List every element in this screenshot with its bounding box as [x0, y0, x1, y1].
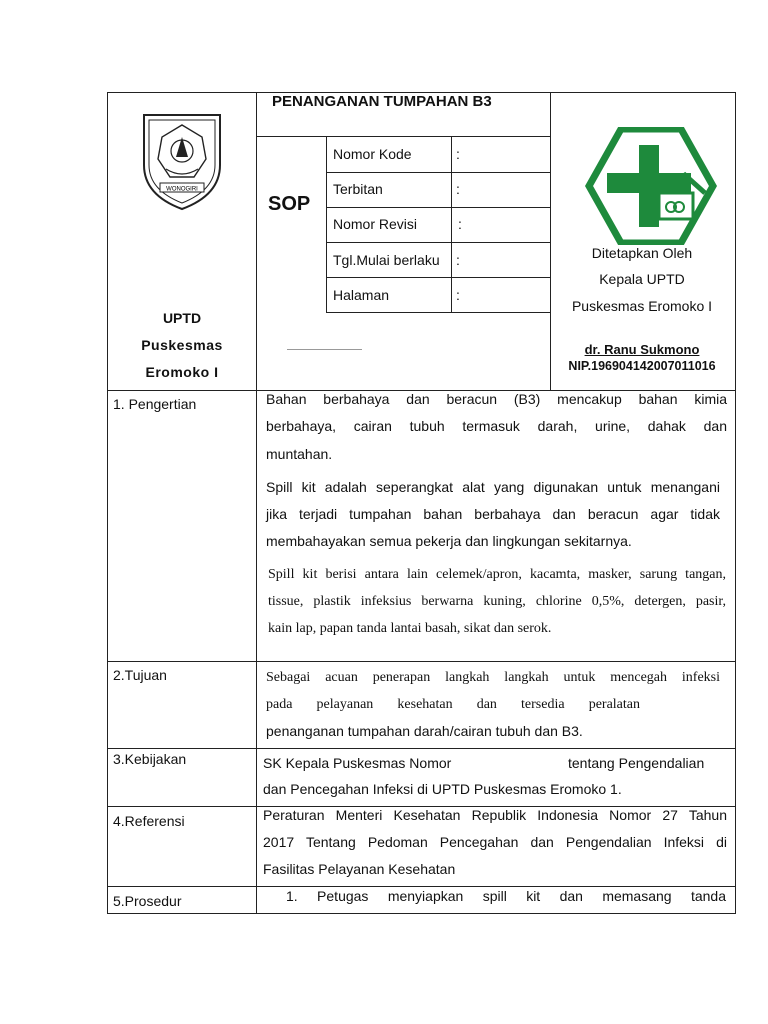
org-line-3: Eromoko I	[145, 364, 219, 380]
pengertian-p1-line-2: berbahaya, cairan tubuh termasuk darah, urine, dahak dan	[266, 418, 727, 434]
meta-value-nomor-revisi: :	[458, 216, 462, 232]
meta-value-tgl-mulai: :	[456, 252, 460, 268]
meta-label-halaman: Halaman	[333, 287, 390, 303]
pengertian-p2-line-3: membahayakan semua pekerja dan lingkungan sekitarnya.	[266, 533, 632, 549]
section-label-kebijakan: 3.Kebijakan	[113, 751, 187, 767]
pengertian-p3-line-3: kain lap, papan tanda lantai basah, sikat dan serok.	[268, 621, 552, 636]
prosedur-line-1: 1. Petugas menyiapkan spill kit dan memasang tanda	[286, 888, 726, 904]
section-label-prosedur: 5.Prosedur	[113, 893, 182, 909]
meta-value-nomor-kode: :	[456, 146, 460, 162]
pengertian-p1-line-3: muntahan.	[266, 446, 333, 462]
org-line-2: Puskesmas	[141, 337, 223, 353]
section-label-tujuan: 2.Tujuan	[113, 667, 167, 683]
pengertian-p2-line-1: Spill kit adalah seperangkat alat yang digunakan untuk menangani	[266, 479, 720, 495]
tujuan-line-2: pada pelayanan kesehatan dan tersedia peralatan	[266, 697, 640, 712]
pengertian-p1-line-1: Bahan berbahaya dan beracun (B3) mencakup bahan kimia	[266, 391, 727, 407]
meta-label-nomor-kode: Nomor Kode	[333, 146, 412, 162]
approval-line-1: Ditetapkan Oleh	[591, 245, 693, 261]
org-line-1: UPTD	[162, 310, 202, 326]
puskesmas-logo-icon	[585, 127, 717, 245]
meta-label-nomor-revisi: Nomor Revisi	[333, 216, 418, 232]
sop-label: SOP	[268, 193, 311, 215]
wonogiri-seal-icon	[136, 107, 228, 213]
kebijakan-line-2: dan Pencegahan Infeksi di UPTD Puskesmas Eromoko 1.	[263, 781, 622, 797]
approval-line-2: Kepala UPTD	[599, 271, 685, 287]
tujuan-line-3: penanganan tumpahan darah/cairan tubuh dan B3.	[266, 723, 583, 739]
signer-name: dr. Ranu Sukmono	[584, 342, 700, 357]
referensi-line-2: 2017 Tentang Pedoman Pencegahan dan Pengendalian Infeksi di	[263, 834, 727, 850]
kebijakan-line-1b: tentang Pengendalian	[568, 755, 705, 771]
section-label-referensi: 4.Referensi	[113, 813, 185, 829]
tujuan-line-1: Sebagai acuan penerapan langkah langkah untuk mencegah infeksi	[266, 670, 720, 685]
signer-nip: NIP.196904142007011016	[568, 359, 716, 373]
referensi-line-3: Fasilitas Pelayanan Kesehatan	[263, 861, 456, 877]
referensi-line-1: Peraturan Menteri Kesehatan Republik Indonesia Nomor 27 Tahun	[263, 807, 727, 823]
pengertian-p3-line-2: tissue, plastik infeksius berwarna kuning, chlorine 0,5%, detergen, pasir,	[268, 594, 726, 609]
meta-value-terbitan: :	[456, 181, 460, 197]
approval-line-3: Puskesmas Eromoko I	[571, 298, 713, 314]
section-label-pengertian: 1. Pengertian	[113, 396, 197, 412]
meta-label-tgl-mulai: Tgl.Mulai berlaku	[333, 252, 440, 268]
signature-line	[287, 349, 362, 350]
meta-value-halaman: :	[456, 287, 460, 303]
document-title: PENANGANAN TUMPAHAN B3	[272, 93, 492, 110]
seal-text: WONOGIRI	[166, 186, 198, 193]
kebijakan-line-1a: SK Kepala Puskesmas Nomor	[263, 755, 452, 771]
pengertian-p2-line-2: jika terjadi tumpahan bahan berbahaya dan beracun agar tidak	[266, 506, 720, 522]
meta-label-terbitan: Terbitan	[333, 181, 383, 197]
pengertian-p3-line-1: Spill kit berisi antara lain celemek/apron, kacamta, masker, sarung tangan,	[268, 567, 726, 582]
